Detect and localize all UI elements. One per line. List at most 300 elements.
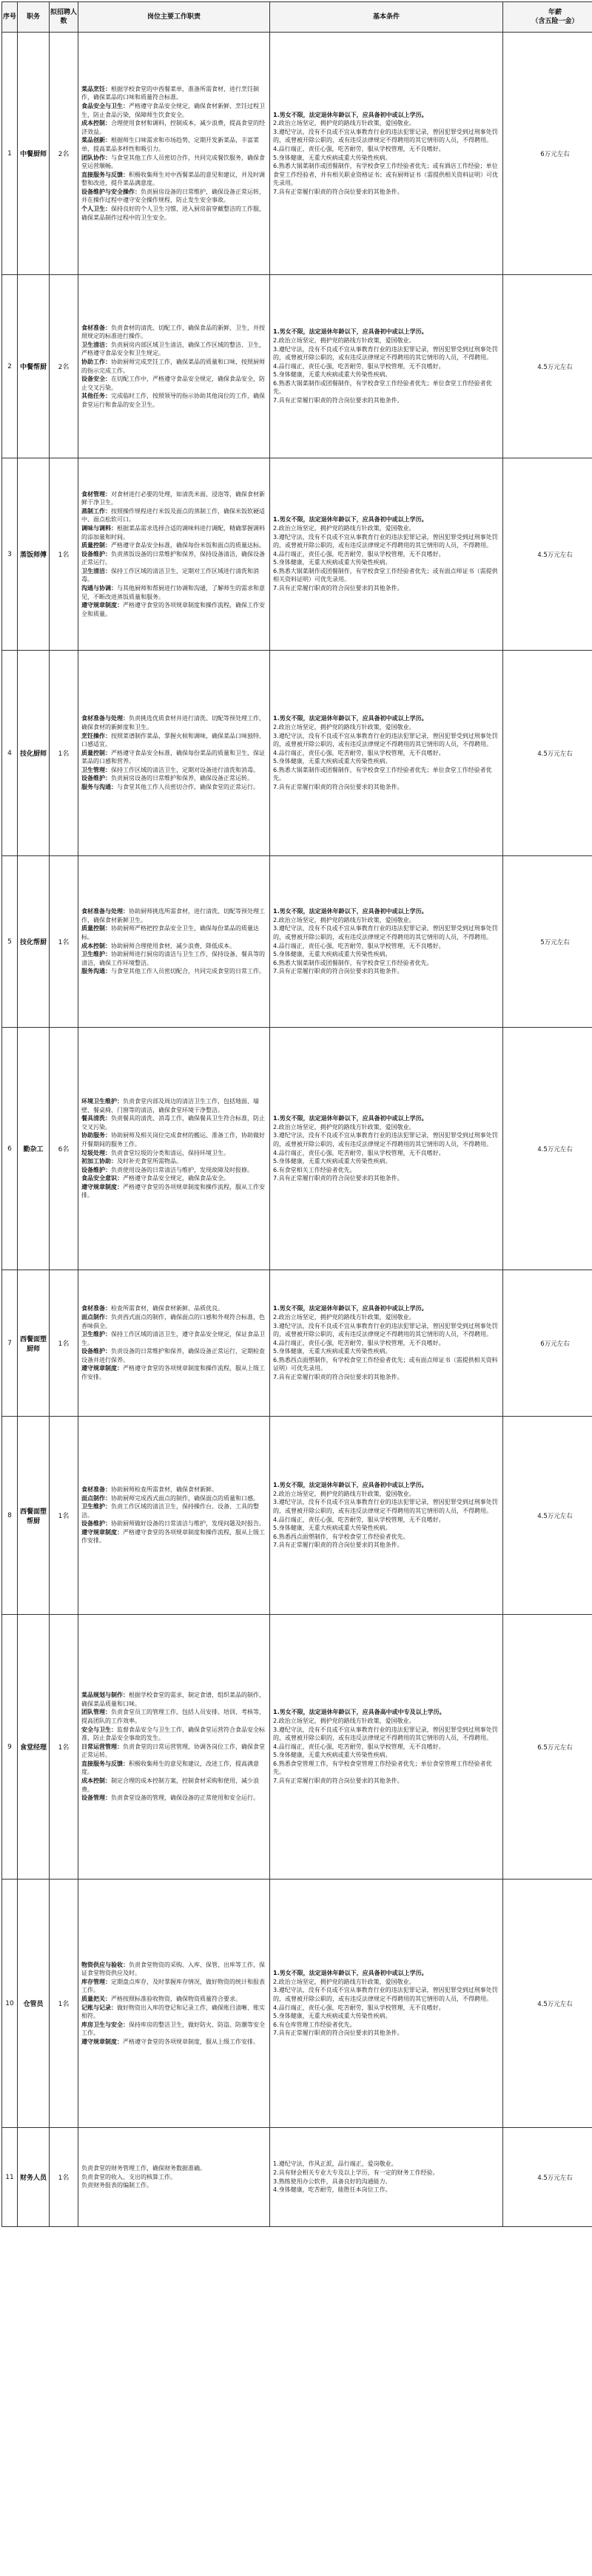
- duty-item: 食品安全意识：严格遵守食品安全规定，确保食品安全。: [81, 1175, 229, 1182]
- duty-label: 服务沟通: [81, 968, 105, 975]
- duty-label: 质量控制: [81, 542, 105, 549]
- duty-text: 负责厨房设备的日常维护和保养，确保设备正常运转。: [111, 775, 253, 782]
- header-salary: [503, 2, 592, 33]
- requirement-item: 3.遵纪守法，没有不良或不宜从事教育行业的违法犯罪记录，曾因犯罪受到过刑事处罚的，或曾被开除公职的，或有违反法律规定不得聘用的其它情形的人员，不得聘用。: [273, 1987, 498, 2002]
- duty-item: 面点制作：协助厨师完成西式面点的制作，确保面点的质量和口感。: [81, 1494, 259, 1502]
- duty-item: 菜品创新：根据师生口味需求和市场趋势，定期开发新菜品，丰富菜单，提高菜品多样性和吸引力。: [81, 137, 259, 152]
- job-duties: [78, 33, 270, 275]
- table-row: [2, 856, 592, 1028]
- duty-text: 严格遵守食品安全标准，确保每份菜品的质量和卫生，保证菜品的口感和营养。: [81, 749, 265, 765]
- header-no: 序号: [2, 2, 18, 33]
- job-duties: [78, 1417, 270, 1615]
- requirement-item: 3.遵纪守法，没有不良或不宜从事教育行业的违法犯罪记录，曾因犯罪受到过刑事处罚的，或曾被开除公职的，或有违反法律规定不得聘用的其它情形的人员，不得聘用。: [273, 1499, 498, 1514]
- job-title: 蒸饭师傅: [18, 458, 50, 651]
- requirement-item: 4.品行端正，责任心强，吃苦耐劳，服从学校管理，无不良嗜好。: [273, 2004, 445, 2011]
- table-row: [2, 33, 592, 275]
- duty-item: 质量控制：协助厨师严格把控食品安全卫生，确保每份菜品的质量达标。: [81, 925, 259, 940]
- duty-text: 协助厨师检查所需食材，确保食材新鲜。: [111, 1485, 218, 1493]
- requirement-item: 3.遵纪守法，没有不良或不宜从事教育行业的违法犯罪记录，曾因犯罪受到过刑事处罚的，或曾被开除公职的，或有违反法律规定不得聘用的其它情形的人员，不得聘用。: [273, 925, 498, 940]
- requirement-item: 4.身体健康，吃苦耐劳，能胜任本岗位工作。: [273, 2186, 391, 2194]
- duty-label: 质量把关: [81, 1995, 105, 2002]
- duty-label: 食材管理: [81, 490, 105, 498]
- duty-item: 调味与调料：根据菜品需求选择合适的调味料进行调配，精确掌握调料的添加量和时间。: [81, 524, 265, 540]
- duty-text: 负责食堂垃圾的分类和清运，保持环境卫生。: [111, 1149, 229, 1156]
- requirement-item: 3.遵纪守法，没有不良或不宜从事教育行业的违法犯罪记录，曾因犯罪受到过刑事处罚的，或曾被开除公职的，或有违反法律规定不得聘用的其它情形的人员，不得聘用。: [273, 1726, 498, 1742]
- requirement-item: 1.男女不限，法定退休年龄以下，应具备初中或以上学历。: [273, 908, 428, 915]
- duty-text: 对食材进行必要的处理，如清洗米面、浸泡等，确保食材新鲜干净卫生。: [81, 490, 265, 506]
- duty-label: 面点制作: [81, 1494, 105, 1502]
- salary: 4.5万元左右: [503, 1028, 592, 1270]
- requirement-item: 5.身体健康，无重大疾病或重大传染性疾病。: [273, 2013, 391, 2020]
- duty-item: 成本控制：制定合理的成本控制方案，控制食材采购和使用，减少浪费。: [81, 1777, 259, 1793]
- requirement-item: 4.品行端正，责任心强，吃苦耐劳，服从学校管理，无不良嗜好。: [273, 145, 445, 152]
- job-duties: [78, 651, 270, 856]
- table-row: [2, 1417, 592, 1615]
- duty-item: 设备安全：在切配工作中，严格遵守食品安全规定，确保食品安全，防止交叉污染。: [81, 376, 265, 391]
- duty-item: 面点制作：负责西式面点的制作，确保面点的口感和外观符合标准，色香味俱全。: [81, 1313, 265, 1329]
- duty-text: 保持库房的整洁卫生，做好防火、防盗、防潮等安全工作。: [81, 2021, 265, 2037]
- duty-label: 卫生维护: [81, 1331, 105, 1338]
- hire-count: 1名: [50, 458, 78, 651]
- duty-text: 协助厨师完成西式面点的制作，确保面点的质量和口感。: [111, 1494, 259, 1502]
- requirement-item: 6.熟悉大锅菜制作或团餐制作，有学校食堂工作经验者优先。: [273, 959, 433, 966]
- hire-count: 1名: [50, 2128, 78, 2227]
- duty-item: 直接服务与反馈：积极收集师生对中西餐菜品的意见和建议，并及时调整和改进，提升菜品满意度。: [81, 171, 265, 187]
- requirement-item: 7.具有正常履行职责的符合岗位要求的其他条件。: [273, 585, 403, 592]
- duty-text: 负责厨房内部区域卫生清洁，确保工作区域的整洁、卫生，严格遵守食品安全和卫生规定。: [81, 341, 265, 357]
- duty-text: 协助厨师挑选所需食材，进行清洗、切配等预处理工作，确保食材新鲜卫生。: [81, 908, 265, 923]
- requirement-item: 4.品行端正，责任心强，吃苦耐劳，服从学校管理，无不良嗜好。: [273, 749, 445, 756]
- requirement-item: 7.具有正常履行职责的符合岗位要求的其他条件。: [273, 1777, 403, 1785]
- duty-item: 垃圾处理：负责食堂垃圾的分类和清运，保持环境卫生。: [81, 1149, 229, 1156]
- requirement-item: 2.政治立场坚定，拥护党的路线方针政策，爱国敬业。: [273, 1978, 415, 1985]
- duty-item: 质量把关：严格按照标准验收物资，确保物资质量符合要求。: [81, 1995, 241, 2002]
- duty-text: 合理使用食材和调料，控制成本，减少浪费，提高食堂的经济效益。: [81, 120, 265, 135]
- duty-text: 完成临时工作，按照领导的指示协助其他岗位的工作，确保食堂运行和食品的安全卫生。: [81, 393, 265, 408]
- row-number: 8: [2, 1417, 18, 1615]
- duty-label: 菜品规划与制作: [81, 1692, 123, 1699]
- duty-item: 质量控制：严格遵守食品安全标准，确保每份米饭和面点的质量达标。: [81, 542, 265, 549]
- requirement-item: 2.政治立场坚定，拥护党的路线方针政策，爱国敬业。: [273, 916, 415, 923]
- requirement-item: 4.品行端正，责任心强，吃苦耐劳，服从学校管理，无不良嗜好。: [273, 1743, 445, 1750]
- duty-item: 餐具清洗：负责餐具的清洗、消毒工作，确保餐具卫生符合标准，防止交叉污染。: [81, 1115, 265, 1131]
- duty-text: 保持良好的个人卫生习惯，进入厨房前穿戴整洁的工作服，确保菜品制作过程中的卫生安全。: [81, 206, 265, 221]
- duty-text: 保持工作区域的清洁卫生，定期对工作区域进行清洗和消毒。: [81, 567, 259, 583]
- hire-count: 1名: [50, 856, 78, 1028]
- duty-text: 定期盘点库存，及时掌握库存情况，做好物资的统计和报表工作。: [81, 1978, 265, 1994]
- requirement-item: 6.熟悉西点面塑制作，有学校食堂工作经验者优先。: [273, 1533, 409, 1540]
- requirement-item: 2.政治立场坚定，拥护党的路线方针政策，爱国敬业。: [273, 1717, 415, 1724]
- header-requirements: 基本条件: [270, 2, 503, 33]
- duty-text: 严格遵守食堂的各项规章制度和操作流程，服从工作安排。: [81, 1183, 265, 1199]
- duty-item: [81, 2181, 266, 2190]
- table-header-row: [2, 2, 592, 33]
- duty-item: 遵守规章制度：严格遵守食堂的各项规章制度和操作流程，服从工作安排。: [81, 1183, 265, 1199]
- duty-item: 直接服务与反馈：积极收集师生的意见和建议，改进工作，提高满意度。: [81, 1760, 259, 1776]
- requirement-item: 6.有仓库管理工作经验者优先。: [273, 2021, 356, 2028]
- duty-text: 负责财务报表的编制工作。: [81, 2182, 152, 2189]
- duty-text: 严格遵守食品安全规定，确保食材新鲜、烹饪过程卫生，防止食品污染，保障师生饮食安全。: [81, 102, 265, 118]
- duty-item: 卫生清洁：保持工作区域的清洁卫生，定期对工作区域进行清洗和消毒。: [81, 567, 259, 583]
- requirement-item: 4.品行端正，责任心强，吃苦耐劳，服从学校管理，无不良嗜好。: [273, 1516, 445, 1523]
- table-row: [2, 458, 592, 651]
- duty-item: 菜品烹饪：根据学校食堂的中西餐菜单，准备所需食材，进行烹饪制作，确保菜品的口味和质量符合标准。: [81, 85, 259, 101]
- duty-label: 卫生清洁: [81, 341, 105, 348]
- requirement-item: 1.男女不限，法定退休年龄以下，应具备初中或以上学历。: [273, 1970, 428, 1977]
- duty-text: 负责食堂物资的采购、入库、保管、出库等工作，保证食堂物资供应及时。: [81, 1961, 265, 1977]
- duty-label: 垃圾处理: [81, 1149, 105, 1156]
- duty-item: 记账与记录：做好物资出入库的登记和记录工作，确保账目清晰、账实相符。: [81, 2004, 265, 2020]
- duty-label: 个人卫生: [81, 206, 105, 213]
- requirement-item: 2.政治立场坚定，拥护党的路线方针政策，爱国敬业。: [273, 336, 415, 344]
- duty-item: 个人卫生：保持良好的个人卫生习惯，进入厨房前穿戴整洁的工作服，确保菜品制作过程中的卫生安全。: [81, 206, 265, 221]
- duty-text: 协助厨师及相关岗位完成食材的搬运、准备工作，协助做好开餐期间的服务工作。: [81, 1132, 265, 1148]
- duty-label: 日常运营管理: [81, 1743, 117, 1750]
- row-number: 10: [2, 1880, 18, 2128]
- salary: 4.5万元左右: [503, 651, 592, 856]
- table-row: [2, 1270, 592, 1417]
- duty-label: 卫生清洁: [81, 567, 105, 574]
- duty-text: 积极收集师生对中西餐菜品的意见和建议，并及时调整和改进，提升菜品满意度。: [81, 171, 265, 187]
- duty-label: 库存管理: [81, 1978, 105, 1985]
- duty-label: 成本控制: [81, 1777, 105, 1785]
- duty-item: 成本控制：合理使用食材和调料，控制成本，减少浪费，提高食堂的经济效益。: [81, 120, 265, 135]
- duty-text: 监督食品安全与卫生工作，确保食堂运营符合食品安全标准，防止食品安全事故的发生。: [81, 1726, 265, 1742]
- requirement-item: 1.男女不限，法定退休年龄以下，应具备初中或以上学历。: [273, 111, 428, 118]
- duty-label: 调味与调料: [81, 524, 111, 532]
- duty-label: 服务与沟通: [81, 784, 111, 791]
- salary: 6万元左右: [503, 1270, 592, 1417]
- duty-item: 设备维护：负责设备的日常维护和保养，确保设备正常运行，定期检查设备并进行保养。: [81, 1348, 265, 1363]
- duty-text: 负责食堂的财务管理工作，确保财务数据准确。: [81, 2165, 206, 2172]
- job-title: 仓管员: [18, 1880, 50, 2128]
- table-row: [2, 1615, 592, 1880]
- job-requirements: [270, 2128, 503, 2227]
- job-duties: [78, 1028, 270, 1270]
- duty-text: 负责食堂设备的管理，确保设备的正常使用和安全运行。: [111, 1794, 259, 1802]
- job-duties: [78, 1270, 270, 1417]
- duty-label: 成本控制: [81, 942, 105, 949]
- duty-text: 保持工作区域的清洁卫生，遵守食品安全规定，保证食品卫生。: [81, 1331, 265, 1346]
- duty-item: 服务沟通：与食堂其他工作人员密切配合，共同完成食堂的日常工作。: [81, 968, 265, 975]
- job-requirements: [270, 458, 503, 651]
- duty-label: 成本控制: [81, 120, 105, 127]
- duty-label: 食材准备与处理: [81, 715, 123, 722]
- duty-label: 设备维护: [81, 1348, 105, 1355]
- duty-item: 设备维护：负责使用设备的日常清洁与维护，发现故障及时报修。: [81, 1166, 253, 1173]
- duty-item: 食材准备：负责食材的清洗、切配工作，确保食品的新鲜、卫生，并按照规定的标准进行操作。: [81, 324, 265, 340]
- duty-text: 协助厨师做好设备的日常清洁与维护，发现问题及时报告。: [111, 1520, 265, 1528]
- requirement-item: 7.具有正常履行职责的符合岗位要求的其他条件。: [273, 2030, 403, 2037]
- requirement-item: 7.具有正常履行职责的符合岗位要求的其他条件。: [273, 968, 403, 975]
- duty-label: 卫生维护: [81, 951, 105, 958]
- duty-item: 食材准备：检查所需食材，确保食材新鲜、品质优良。: [81, 1305, 223, 1312]
- duty-label: 协助工作: [81, 358, 105, 365]
- requirement-item: 6.熟悉食堂管理工作，有学校食堂管理工作经验者优先；单位食堂管理工作经验者优先。: [273, 1760, 492, 1776]
- requirement-item: 1.男女不限，法定退休年龄以下，应具备初中或以上学历。: [273, 715, 428, 722]
- salary: 4.5万元左右: [503, 2128, 592, 2227]
- requirement-item: 2.政治立场坚定，拥护党的路线方针政策，爱国敬业。: [273, 120, 415, 127]
- job-duties: [78, 856, 270, 1028]
- duty-label: 蒸制工作: [81, 507, 105, 515]
- duty-item: 设备管理：负责食堂设备的管理，确保设备的正常使用和安全运行。: [81, 1794, 259, 1802]
- requirement-item: 3.遵纪守法，没有不良或不宜从事教育行业的违法犯罪记录，曾因犯罪受到过刑事处罚的，或曾被开除公职的，或有违反法律规定不得聘用的其它情形的人员，不得聘用。: [273, 732, 498, 748]
- duty-text: 严格按照标准验收物资，确保物资质量符合要求。: [111, 1995, 241, 2002]
- row-number: 6: [2, 1028, 18, 1270]
- requirement-item: 1.男女不限，法定退休年龄以下，应具备初中或以上学历。: [273, 516, 428, 523]
- duty-label: 安全与卫生: [81, 1726, 111, 1733]
- duty-item: 库存管理：定期盘点库存，及时掌握库存情况，做好物资的统计和报表工作。: [81, 1978, 265, 1994]
- requirement-item: 5.身体健康，无重大疾病或重大传染性疾病。: [273, 559, 391, 566]
- job-title: 技化帮厨: [18, 856, 50, 1028]
- salary: 4.5万元左右: [503, 458, 592, 651]
- duty-text: 与其他厨师和帮厨进行协调和沟通，了解师生的需求和意见，不断改进蒸饭质量和服务。: [81, 585, 265, 600]
- job-requirements: [270, 856, 503, 1028]
- requirement-item: 1.遵纪守法，作风正派，品行端正，爱岗敬业。: [273, 2160, 397, 2168]
- duty-item: 协助工作：协助厨师完成烹饪工作，确保菜品的质量和口味，按照厨师的指示完成工作。: [81, 358, 265, 374]
- duty-text: 及时补充食堂所需物品。: [117, 1158, 182, 1165]
- duty-text: 负责蒸饭设备的日常维护和保养，保持设备清洁，确保设备正常运行。: [81, 550, 265, 566]
- duty-label: 记账与记录: [81, 2004, 111, 2011]
- duty-item: 初加工协助：及时补充食堂所需物品。: [81, 1158, 182, 1165]
- header-count: 拟招聘人数: [50, 2, 78, 33]
- hire-count: 1名: [50, 1615, 78, 1880]
- hire-count: 1名: [50, 1417, 78, 1615]
- row-number: 9: [2, 1615, 18, 1880]
- duty-item: 遵守规章制度：严格遵守食堂的各项规章制度，服从上级工作安排。: [81, 2038, 259, 2045]
- job-duties: [78, 1615, 270, 1880]
- row-number: 4: [2, 651, 18, 856]
- duty-text: 负责挑选优质食材并进行清洗、切配等预处理工作，确保食材的新鲜度和卫生。: [81, 715, 265, 731]
- duty-text: 保持工作区域的清洁卫生，定期对设备进行清洗和消毒。: [111, 766, 259, 773]
- duty-item: 日常运营管理：负责食堂的日常运营管理，协调各岗位工作，确保食堂正常运转。: [81, 1743, 265, 1759]
- row-number: 7: [2, 1270, 18, 1417]
- duty-label: 食材准备与处理: [81, 908, 123, 915]
- duty-item: 卫生维护：负责工作区域的清洁卫生，保持操作台、设备、工具的整洁。: [81, 1503, 259, 1519]
- job-requirements: [270, 1270, 503, 1417]
- requirement-item: 5.身体健康，无重大疾病或重大传染性疾病。: [273, 1158, 391, 1165]
- requirement-item: 1.男女不限，法定退休年龄以下，应具备初中或以上学历。: [273, 1305, 428, 1312]
- duty-text: 严格遵守食堂的各项规章制度和操作流程，服从上级工作安排。: [81, 1528, 265, 1545]
- duty-text: 按照操作规程进行米饭及面点的蒸制工作，确保米饭软硬适中、面点松软可口。: [81, 507, 265, 523]
- job-requirements: [270, 1028, 503, 1270]
- duty-text: 负责食堂的日常运营管理，协调各岗位工作，确保食堂正常运转。: [81, 1743, 265, 1759]
- duty-label: 其他任务: [81, 393, 105, 400]
- duty-item: 卫生维护：保持工作区域的清洁卫生，遵守食品安全规定，保证食品卫生。: [81, 1331, 265, 1346]
- job-title: 中餐厨师: [18, 33, 50, 275]
- duty-item: 协助服务：协助厨师及相关岗位完成食材的搬运、准备工作，协助做好开餐期间的服务工作。: [81, 1132, 265, 1148]
- duty-text: 严格遵守食堂的各项规章制度和操作流程，确保工作安全和质量。: [81, 602, 265, 617]
- row-number: 2: [2, 275, 18, 458]
- duty-label: 团队管理: [81, 1709, 105, 1716]
- duty-text: 按照菜谱制作菜品，掌握火候和调味，确保菜品口味独特、口感适宜。: [81, 732, 265, 748]
- duty-item: 安全与卫生：监督食品安全与卫生工作，确保食堂运营符合食品安全标准，防止食品安全事故的发生。: [81, 1726, 265, 1742]
- duty-item: 食材管理：对食材进行必要的处理，如清洗米面、浸泡等，确保食材新鲜干净卫生。: [81, 490, 265, 506]
- duty-item: 设备维护：负责厨房设备的日常维护和保养，确保设备正常运转。: [81, 775, 253, 782]
- duty-text: 负责食材的清洗、切配工作，确保食品的新鲜、卫生，并按照规定的标准进行操作。: [81, 324, 265, 340]
- duty-label: 直接服务与反馈: [81, 171, 123, 178]
- duty-text: 与食堂其他工作人员密切配合，共同完成食堂的日常工作。: [111, 968, 265, 975]
- duty-item: 团队管理：负责食堂员工的管理工作，包括人员安排、培训、考核等，提高团队的工作效率。: [81, 1709, 265, 1724]
- duty-label: 烹饪操作: [81, 732, 105, 739]
- duty-label: 面点制作: [81, 1313, 105, 1321]
- job-title: 技化厨师: [18, 651, 50, 856]
- duty-text: 制定合理的成本控制方案，控制食材采购和使用，减少浪费。: [81, 1777, 259, 1793]
- duty-text: 负责使用设备的日常清洁与维护，发现故障及时报修。: [111, 1166, 253, 1173]
- salary: 4.5万元左右: [503, 1880, 592, 2128]
- duty-label: 设备维护与安全操作: [81, 188, 135, 195]
- job-title: 西餐面塑厨师: [18, 1270, 50, 1417]
- requirement-item: 1.男女不限，法定退休年龄以下，应具备初中或以上学历。: [273, 328, 428, 336]
- requirement-item: 1.男女不限，法定退休年龄以下，应具备初中或以上学历。: [273, 1482, 428, 1489]
- requirement-item: 2.政治立场坚定，拥护党的路线方针政策，爱国敬业。: [273, 1123, 415, 1131]
- duty-item: [81, 2164, 266, 2173]
- duty-item: 蒸制工作：按照操作规程进行米饭及面点的蒸制工作，确保米饭软硬适中、面点松软可口。: [81, 507, 265, 523]
- hire-count: 1名: [50, 1270, 78, 1417]
- duty-text: 负责西式面点的制作，确保面点的口感和外观符合标准，色香味俱全。: [81, 1313, 265, 1329]
- hire-count: 1名: [50, 651, 78, 856]
- duty-item: 设备维护：负责蒸饭设备的日常维护和保养，保持设备清洁，确保设备正常运行。: [81, 550, 265, 566]
- requirement-item: 3.遵纪守法，没有不良或不宜从事教育行业的违法犯罪记录，曾因犯罪受到过刑事处罚的，或曾被开除公职的，或有违反法律规定不得聘用的其它情形的人员，不得聘用。: [273, 533, 498, 549]
- duty-item: 其他任务：完成临时工作，按照领导的指示协助其他岗位的工作，确保食堂运行和食品的安全卫生。: [81, 393, 265, 408]
- hire-count: 6名: [50, 1028, 78, 1270]
- requirement-item: 7.具有正常履行职责的符合岗位要求的其他条件。: [273, 188, 403, 195]
- row-number: 1: [2, 33, 18, 275]
- job-title: 食堂经理: [18, 1615, 50, 1880]
- requirement-item: 7.具有正常履行职责的符合岗位要求的其他条件。: [273, 397, 403, 404]
- table-row: [2, 2128, 592, 2227]
- job-duties: [78, 275, 270, 458]
- table-row: [2, 1880, 592, 2128]
- requirement-item: 5.身体健康，无重大疾病或重大传染性疾病。: [273, 154, 391, 161]
- hire-count: 1名: [50, 1880, 78, 2128]
- duty-label: 菜品创新: [81, 137, 105, 144]
- duty-item: 质量控制：严格遵守食品安全标准，确保每份菜品的质量和卫生，保证菜品的口感和营养。: [81, 749, 265, 765]
- row-number: 11: [2, 2128, 18, 2227]
- duty-text: 根据学校食堂的中西餐菜单，准备所需食材，进行烹饪制作，确保菜品的口味和质量符合标准。: [81, 85, 259, 101]
- duty-label: 设备维护: [81, 775, 105, 782]
- duty-item: 成本控制：协助厨师合理使用食材，减少浪费，降低成本。: [81, 942, 235, 949]
- duty-item: 食材准备：协助厨师检查所需食材，确保食材新鲜。: [81, 1485, 218, 1493]
- duty-label: 菜品烹饪: [81, 85, 105, 92]
- duty-item: 物资供应与验收：负责食堂物资的采购、入库、保管、出库等工作，保证食堂物资供应及时。: [81, 1961, 265, 1977]
- job-title: 西餐面塑帮厨: [18, 1417, 50, 1615]
- job-requirements: [270, 1880, 503, 2128]
- duty-text: 负责工作区域的清洁卫生，保持操作台、设备、工具的整洁。: [81, 1503, 259, 1519]
- requirement-item: 5.身体健康，无重大疾病或重大传染性疾病。: [273, 951, 391, 958]
- duty-text: 根据菜品需求选择合适的调味料进行调配，精确掌握调料的添加量和时间。: [81, 524, 265, 540]
- requirement-item: 3.熟练使用办公软件，具备良好的沟通能力。: [273, 2177, 391, 2185]
- duty-item: 环境卫生维护：负责食堂内部及周边的清洁卫生工作，包括地面、墙壁、餐桌椅、门窗等的清洁，确保食堂环境干净整洁。: [81, 1097, 259, 1114]
- table-row: [2, 1028, 592, 1270]
- requirement-item: 4.品行端正，责任心强，吃苦耐劳，服从学校管理，无不良嗜好。: [273, 942, 445, 949]
- job-requirements: [270, 1417, 503, 1615]
- header-salary-sub: （含五险一金）: [531, 18, 579, 25]
- duty-label: 遵守规章制度: [81, 1183, 117, 1190]
- duty-text: 根据师生口味需求和市场趋势，定期开发新菜品，丰富菜单，提高菜品多样性和吸引力。: [81, 137, 259, 152]
- requirement-item: 6.熟悉大锅菜制作或团餐制作，有学校食堂工作经验者优先；单位食堂工作经验者优先。: [273, 766, 492, 782]
- job-table: [1, 1, 592, 2227]
- duty-label: 库房卫生与安全: [81, 2021, 123, 2028]
- table-row: [2, 651, 592, 856]
- duty-label: 食材准备: [81, 1485, 105, 1493]
- duty-item: 遵守规章制度：严格遵守食堂的各项规章制度和操作流程，服从上级工作安排。: [81, 1365, 265, 1381]
- requirement-item: 6.熟悉大锅菜制作或团餐制作，有学校食堂工作经验者优先；或有面点师证书（需提供相关资料证明）可优先录用。: [273, 567, 498, 583]
- duty-label: 物资供应与验收: [81, 1961, 123, 1968]
- duty-text: 与食堂其他工作人员密切合作，共同完成餐饮服务，确保食堂运营顺畅。: [81, 154, 265, 170]
- duty-item: [81, 2173, 266, 2182]
- requirement-item: 3.遵纪守法，没有不良或不宜从事教育行业的违法犯罪记录，曾因犯罪受到过刑事处罚的，或曾被开除公职的，或有违反法律规定不得聘用的其它情形的人员，不得聘用。: [273, 128, 498, 144]
- duty-item: 食材准备与处理：协助厨师挑选所需食材，进行清洗、切配等预处理工作，确保食材新鲜卫生。: [81, 908, 265, 923]
- table-row: [2, 275, 592, 458]
- duty-item: 设备维护与安全操作：负责厨房设备的日常维护，确保设备正常运转，并在操作过程中遵守安全操作规程，防止发生安全事故。: [81, 188, 265, 204]
- duty-item: 卫生维护：协助厨师进行厨房的清洁与卫生工作，保持设备、餐具等的清洁，确保工作环境整洁。: [81, 951, 265, 966]
- duty-label: 沟通与协调: [81, 585, 111, 592]
- requirement-item: 2.政治立场坚定，拥护党的路线方针政策，爱国敬业。: [273, 524, 415, 532]
- duty-label: 卫生维护: [81, 1503, 105, 1511]
- duty-label: 设备安全: [81, 376, 105, 383]
- requirement-item: 5.身体健康，无重大疾病或重大传染性疾病。: [273, 1752, 391, 1759]
- duty-text: 负责设备的日常维护和保养，确保设备正常运行，定期检查设备并进行保养。: [81, 1348, 265, 1363]
- duty-text: 严格遵守食堂的各项规章制度和操作流程，服从上级工作安排。: [81, 1365, 265, 1381]
- duty-item: 烹饪操作：按照菜谱制作菜品，掌握火候和调味，确保菜品口味独特、口感适宜。: [81, 732, 265, 748]
- duty-label: 质量控制: [81, 925, 105, 932]
- duty-text: 与食堂其他工作人员密切合作，确保食堂的正常运行。: [117, 784, 259, 791]
- duty-item: 遵守规章制度：严格遵守食堂的各项规章制度和操作流程，服从上级工作安排。: [81, 1528, 265, 1545]
- duty-item: 食品安全与卫生：严格遵守食品安全规定，确保食材新鲜、烹饪过程卫生，防止食品污染，保障师生饮食安全。: [81, 102, 265, 118]
- requirement-item: 3.遵纪守法，没有不良或不宜从事教育行业的违法犯罪记录，曾因犯罪受到过刑事处罚的，或曾被开除公职的，或有违反法律规定不得聘用的其它情形的人员，不得聘用。: [273, 1132, 498, 1148]
- duty-label: 卫生管理: [81, 766, 105, 773]
- duty-item: 沟通与协调：与其他厨师和帮厨进行协调和沟通，了解师生的需求和意见，不断改进蒸饭质量和服务。: [81, 585, 265, 600]
- table-body: [2, 33, 592, 2227]
- requirement-item: 4.品行端正，责任心强，吃苦耐劳，服从学校管理，无不良嗜好。: [273, 362, 445, 370]
- hire-count: 2名: [50, 275, 78, 458]
- duty-label: 直接服务与反馈: [81, 1760, 123, 1767]
- requirement-item: 6.熟悉大锅菜制作或团餐制作，有学校食堂工作经验者优先；单位食堂工作经验者优先。: [273, 379, 492, 396]
- requirement-item: 2.政治立场坚定，拥护党的路线方针政策，爱国敬业。: [273, 723, 415, 731]
- duty-text: 在切配工作中，严格遵守食品安全规定，确保食品安全，防止交叉污染。: [81, 376, 265, 391]
- duty-text: 负责食堂的收入、支出的核算工作。: [81, 2173, 176, 2180]
- duty-text: 负责食堂内部及周边的清洁卫生工作，包括地面、墙壁、餐桌椅、门窗等的清洁，确保食堂环境干净整洁。: [81, 1097, 259, 1114]
- salary: 6.5万元左右: [503, 1615, 592, 1880]
- duty-text: 严格遵守食堂的各项规章制度，服从上级工作安排。: [123, 2038, 259, 2045]
- requirement-item: 6.熟悉西点面塑制作，有学校食堂工作经验者优先；或有面点师证书（需提供相关资料证明）可优先录用。: [273, 1356, 498, 1372]
- duty-text: 负责厨房设备的日常维护，确保设备正常运转，并在操作过程中遵守安全操作规程，防止发生安全事故。: [81, 188, 265, 204]
- duty-item: 服务与沟通：与食堂其他工作人员密切合作，确保食堂的正常运行。: [81, 784, 259, 791]
- job-requirements: [270, 1615, 503, 1880]
- job-title: 财务人员: [18, 2128, 50, 2227]
- duty-label: 初加工协助: [81, 1158, 111, 1165]
- requirement-item: 7.具有正常履行职责的符合岗位要求的其他条件。: [273, 1175, 403, 1182]
- duty-label: 食品安全意识: [81, 1175, 117, 1182]
- job-requirements: [270, 651, 503, 856]
- duty-label: 团队协作: [81, 154, 105, 161]
- job-requirements: [270, 33, 503, 275]
- duty-label: 食品安全与卫生: [81, 102, 123, 109]
- job-title: 中餐帮厨: [18, 275, 50, 458]
- duty-item: 食材准备与处理：负责挑选优质食材并进行清洗、切配等预处理工作，确保食材的新鲜度和卫生。: [81, 715, 265, 731]
- job-duties: [78, 458, 270, 651]
- duty-text: 检查所需食材，确保食材新鲜、品质优良。: [111, 1305, 223, 1312]
- duty-label: 环境卫生维护: [81, 1097, 117, 1105]
- duty-item: 团队协作：与食堂其他工作人员密切合作，共同完成餐饮服务，确保食堂运营顺畅。: [81, 154, 265, 170]
- requirement-item: 5.身体健康，无重大疾病或重大传染性疾病。: [273, 371, 391, 379]
- header-salary-label: 年薪: [548, 9, 562, 16]
- duty-text: 积极收集师生的意见和建议，改进工作，提高满意度。: [81, 1760, 259, 1776]
- duty-item: 设备维护：协助厨师做好设备的日常清洁与维护，发现问题及时报告。: [81, 1520, 265, 1528]
- duty-text: 负责餐具的清洗、消毒工作，确保餐具卫生符合标准，防止交叉污染。: [81, 1115, 265, 1131]
- duty-label: 协助服务: [81, 1132, 105, 1139]
